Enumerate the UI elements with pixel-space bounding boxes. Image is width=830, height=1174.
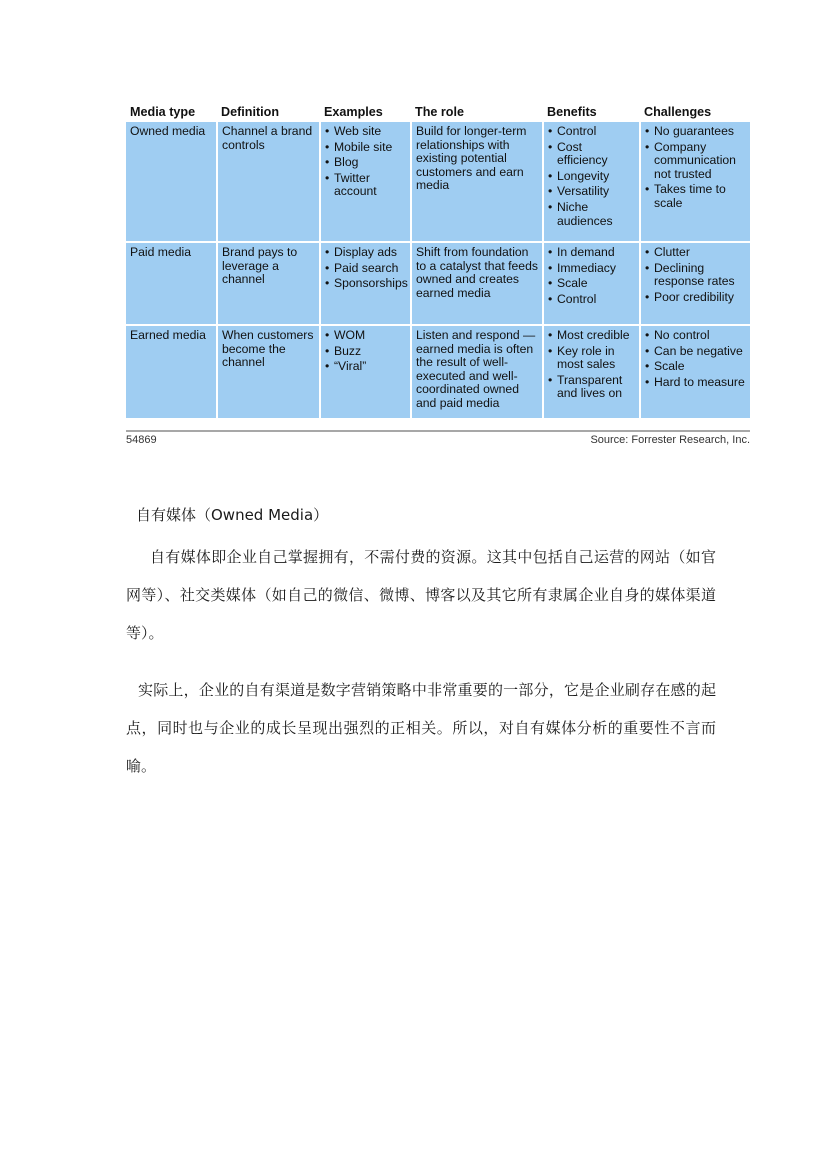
list-item: • Most credible [548, 329, 635, 343]
list-item: • “Viral” [325, 360, 406, 374]
cell-definition: When customers become the channel [217, 325, 320, 419]
header-challenges: Challenges [640, 100, 750, 122]
list-item: • Poor credibility [645, 291, 746, 305]
cell-role: Build for longer-term relationships with existing potential customers and earn media [411, 122, 543, 242]
table-row [126, 242, 750, 325]
table-row [126, 122, 750, 242]
media-comparison-figure [126, 100, 750, 446]
bullet-list [645, 329, 746, 389]
list-item: • Cost efficiency [548, 141, 635, 168]
figure-footer [126, 434, 750, 446]
list-item: • Niche audiences [548, 201, 635, 228]
cell-media-type: Paid media [126, 242, 217, 325]
list-item: • WOM [325, 329, 406, 343]
cell-benefits [543, 122, 640, 242]
list-item: • In demand [548, 246, 635, 260]
list-item: • Immediacy [548, 262, 635, 276]
bullet-list [548, 329, 635, 401]
bullet-list [548, 125, 635, 228]
cell-challenges [640, 325, 750, 419]
table-row [126, 325, 750, 419]
cell-examples [320, 122, 411, 242]
list-item: • Takes time to scale [645, 183, 746, 210]
bullet-list [548, 246, 635, 306]
list-item: • Paid search [325, 262, 406, 276]
list-item: • Scale [548, 277, 635, 291]
cell-benefits [543, 325, 640, 419]
list-item: • Transparent and lives on [548, 374, 635, 401]
header-examples: Examples [320, 100, 411, 122]
list-item: • No guarantees [645, 125, 746, 139]
figure-id: 54869 [126, 434, 157, 446]
list-item: • Key role in most sales [548, 345, 635, 372]
list-item: • Twitter account [325, 172, 406, 199]
bullet-list [325, 246, 406, 291]
list-item: • Display ads [325, 246, 406, 260]
header-definition: Definition [217, 100, 320, 122]
cell-examples [320, 242, 411, 325]
list-item: • Scale [645, 360, 746, 374]
bullet-list [645, 125, 746, 211]
paragraph-2: 实际上，企业的自有渠道是数字营销策略中非常重要的一部分，它是企业刷存在感的起点，同时也与企业的成长呈现出强烈的正相关。所以，对自有媒体分析的重要性不言而喻。 [126, 681, 716, 775]
list-item: • Control [548, 125, 635, 139]
media-type-table [126, 100, 750, 420]
list-item: • Buzz [325, 345, 406, 359]
cell-challenges [640, 122, 750, 242]
figure-source: Source: Forrester Research, Inc. [590, 434, 750, 446]
paragraph-1: 自有媒体即企业自己掌握拥有，不需付费的资源。这其中包括自己运营的网站（如官网等）、社交类媒体（如自己的微信、微博、博客以及其它所有隶属企业自身的媒体渠道等）。 [126, 548, 716, 642]
cell-media-type: Owned media [126, 122, 217, 242]
cell-media-type: Earned media [126, 325, 217, 419]
bullet-list [325, 125, 406, 199]
figure-divider [126, 430, 750, 432]
cell-role: Listen and respond — earned media is often the result of well-executed and well-coordinated owned and paid media [411, 325, 543, 419]
list-item: • Company communication not trusted [645, 141, 746, 182]
table-header-row [126, 100, 750, 122]
list-item: • Mobile site [325, 141, 406, 155]
list-item: • Declining response rates [645, 262, 746, 289]
header-media-type: Media type [126, 100, 217, 122]
list-item: • No control [645, 329, 746, 343]
list-item: • Control [548, 293, 635, 307]
header-benefits: Benefits [543, 100, 640, 122]
cell-role: Shift from foundation to a catalyst that feeds owned and creates earned media [411, 242, 543, 325]
list-item: • Sponsorships [325, 277, 406, 291]
bullet-list [325, 329, 406, 374]
list-item: • Web site [325, 125, 406, 139]
header-role: The role [411, 100, 543, 122]
bullet-list [645, 246, 746, 304]
list-item: • Longevity [548, 170, 635, 184]
list-item: • Clutter [645, 246, 746, 260]
list-item: • Blog [325, 156, 406, 170]
cell-definition: Channel a brand controls [217, 122, 320, 242]
cell-benefits [543, 242, 640, 325]
cell-examples [320, 325, 411, 419]
cell-definition: Brand pays to leverage a channel [217, 242, 320, 325]
section-title: 自有媒体（Owned Media） [136, 506, 329, 524]
list-item: • Versatility [548, 185, 635, 199]
list-item: • Hard to measure [645, 376, 746, 390]
list-item: • Can be negative [645, 345, 746, 359]
cell-challenges [640, 242, 750, 325]
